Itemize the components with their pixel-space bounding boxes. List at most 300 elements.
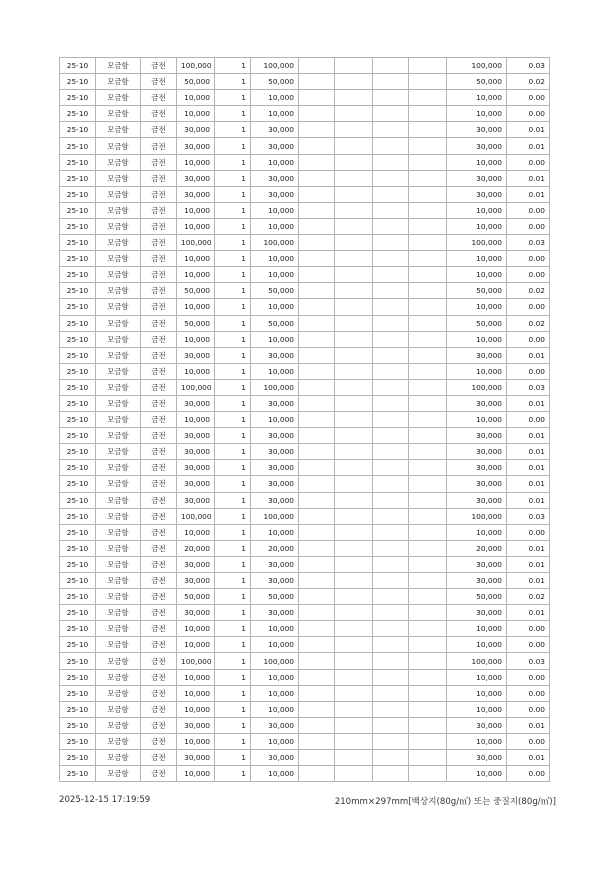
blank-cell-3 (373, 235, 409, 251)
blank-cell-3 (373, 637, 409, 653)
blank-cell-1 (299, 653, 335, 669)
total-cell: 50,000 (447, 315, 507, 331)
unit-amount-cell: 10,000 (177, 637, 215, 653)
ratio-cell: 0.01 (507, 492, 550, 508)
unit-amount-cell: 30,000 (177, 717, 215, 733)
type-cell: 금전 (141, 540, 177, 556)
blank-cell-4 (409, 106, 447, 122)
period-cell: 25-10 (60, 202, 96, 218)
type-cell: 금전 (141, 444, 177, 460)
blank-cell-4 (409, 524, 447, 540)
blank-cell-4 (409, 315, 447, 331)
type-cell: 금전 (141, 218, 177, 234)
quantity-cell: 1 (215, 540, 251, 556)
blank-cell-4 (409, 717, 447, 733)
blank-cell-2 (335, 750, 373, 766)
blank-cell-2 (335, 685, 373, 701)
source-cell: 모금함 (96, 492, 141, 508)
blank-cell-2 (335, 653, 373, 669)
amount-cell: 30,000 (251, 444, 299, 460)
blank-cell-2 (335, 412, 373, 428)
period-cell: 25-10 (60, 58, 96, 74)
ratio-cell: 0.01 (507, 444, 550, 460)
paper-specification: 210mm×297mm[백상지(80g/㎡) 또는 중질지(80g/㎡)] (334, 797, 556, 807)
unit-amount-cell: 30,000 (177, 460, 215, 476)
blank-cell-1 (299, 717, 335, 733)
type-cell: 금전 (141, 733, 177, 749)
total-cell: 10,000 (447, 701, 507, 717)
blank-cell-1 (299, 395, 335, 411)
amount-cell: 10,000 (251, 685, 299, 701)
quantity-cell: 1 (215, 138, 251, 154)
quantity-cell: 1 (215, 621, 251, 637)
table-row (60, 379, 550, 395)
ledger-body (60, 58, 550, 782)
table-row (60, 251, 550, 267)
type-cell: 금전 (141, 476, 177, 492)
blank-cell-4 (409, 669, 447, 685)
table-row (60, 90, 550, 106)
blank-cell-1 (299, 621, 335, 637)
table-row (60, 653, 550, 669)
total-cell: 30,000 (447, 476, 507, 492)
period-cell: 25-10 (60, 395, 96, 411)
type-cell: 금전 (141, 766, 177, 782)
amount-cell: 30,000 (251, 170, 299, 186)
period-cell: 25-10 (60, 154, 96, 170)
blank-cell-2 (335, 138, 373, 154)
ratio-cell: 0.00 (507, 154, 550, 170)
ratio-cell: 0.01 (507, 717, 550, 733)
blank-cell-4 (409, 202, 447, 218)
type-cell: 금전 (141, 701, 177, 717)
amount-cell: 50,000 (251, 315, 299, 331)
table-row (60, 556, 550, 572)
blank-cell-3 (373, 653, 409, 669)
table-row (60, 750, 550, 766)
source-cell: 모금함 (96, 90, 141, 106)
blank-cell-4 (409, 154, 447, 170)
ratio-cell: 0.02 (507, 283, 550, 299)
quantity-cell: 1 (215, 267, 251, 283)
ratio-cell: 0.03 (507, 508, 550, 524)
source-cell: 모금함 (96, 540, 141, 556)
quantity-cell: 1 (215, 412, 251, 428)
unit-amount-cell: 50,000 (177, 283, 215, 299)
blank-cell-2 (335, 733, 373, 749)
quantity-cell: 1 (215, 106, 251, 122)
source-cell: 모금함 (96, 428, 141, 444)
total-cell: 10,000 (447, 251, 507, 267)
total-cell: 30,000 (447, 556, 507, 572)
table-row (60, 460, 550, 476)
blank-cell-4 (409, 766, 447, 782)
print-timestamp: 2025-12-15 17:19:59 (59, 795, 151, 805)
table-row (60, 685, 550, 701)
quantity-cell: 1 (215, 701, 251, 717)
ratio-cell: 0.03 (507, 653, 550, 669)
blank-cell-4 (409, 733, 447, 749)
blank-cell-1 (299, 218, 335, 234)
unit-amount-cell: 10,000 (177, 363, 215, 379)
period-cell: 25-10 (60, 170, 96, 186)
total-cell: 30,000 (447, 170, 507, 186)
type-cell: 금전 (141, 122, 177, 138)
type-cell: 금전 (141, 299, 177, 315)
blank-cell-3 (373, 556, 409, 572)
blank-cell-1 (299, 589, 335, 605)
total-cell: 30,000 (447, 573, 507, 589)
blank-cell-4 (409, 685, 447, 701)
amount-cell: 30,000 (251, 605, 299, 621)
blank-cell-1 (299, 58, 335, 74)
ratio-cell: 0.00 (507, 637, 550, 653)
quantity-cell: 1 (215, 379, 251, 395)
source-cell: 모금함 (96, 202, 141, 218)
table-row (60, 573, 550, 589)
table-row (60, 58, 550, 74)
period-cell: 25-10 (60, 363, 96, 379)
type-cell: 금전 (141, 347, 177, 363)
period-cell: 25-10 (60, 106, 96, 122)
ratio-cell: 0.00 (507, 412, 550, 428)
blank-cell-4 (409, 122, 447, 138)
amount-cell: 50,000 (251, 74, 299, 90)
amount-cell: 10,000 (251, 202, 299, 218)
blank-cell-3 (373, 476, 409, 492)
unit-amount-cell: 10,000 (177, 701, 215, 717)
blank-cell-3 (373, 170, 409, 186)
blank-cell-1 (299, 154, 335, 170)
blank-cell-4 (409, 74, 447, 90)
blank-cell-4 (409, 556, 447, 572)
period-cell: 25-10 (60, 299, 96, 315)
amount-cell: 100,000 (251, 379, 299, 395)
source-cell: 모금함 (96, 685, 141, 701)
blank-cell-3 (373, 122, 409, 138)
unit-amount-cell: 30,000 (177, 170, 215, 186)
period-cell: 25-10 (60, 315, 96, 331)
blank-cell-3 (373, 363, 409, 379)
period-cell: 25-10 (60, 331, 96, 347)
unit-amount-cell: 10,000 (177, 154, 215, 170)
total-cell: 100,000 (447, 235, 507, 251)
ratio-cell: 0.01 (507, 605, 550, 621)
source-cell: 모금함 (96, 106, 141, 122)
total-cell: 30,000 (447, 605, 507, 621)
amount-cell: 10,000 (251, 154, 299, 170)
table-row (60, 412, 550, 428)
type-cell: 금전 (141, 379, 177, 395)
table-row (60, 267, 550, 283)
total-cell: 30,000 (447, 444, 507, 460)
total-cell: 10,000 (447, 218, 507, 234)
period-cell: 25-10 (60, 218, 96, 234)
total-cell: 10,000 (447, 766, 507, 782)
blank-cell-3 (373, 428, 409, 444)
table-row (60, 476, 550, 492)
table-row (60, 122, 550, 138)
table-row (60, 444, 550, 460)
type-cell: 금전 (141, 363, 177, 379)
table-row (60, 540, 550, 556)
unit-amount-cell: 10,000 (177, 733, 215, 749)
table-row (60, 202, 550, 218)
amount-cell: 100,000 (251, 58, 299, 74)
amount-cell: 30,000 (251, 428, 299, 444)
total-cell: 10,000 (447, 669, 507, 685)
blank-cell-2 (335, 492, 373, 508)
period-cell: 25-10 (60, 460, 96, 476)
source-cell: 모금함 (96, 556, 141, 572)
amount-cell: 30,000 (251, 122, 299, 138)
type-cell: 금전 (141, 524, 177, 540)
blank-cell-1 (299, 299, 335, 315)
type-cell: 금전 (141, 637, 177, 653)
unit-amount-cell: 30,000 (177, 750, 215, 766)
type-cell: 금전 (141, 508, 177, 524)
source-cell: 모금함 (96, 267, 141, 283)
table-row (60, 347, 550, 363)
quantity-cell: 1 (215, 395, 251, 411)
type-cell: 금전 (141, 669, 177, 685)
quantity-cell: 1 (215, 170, 251, 186)
blank-cell-4 (409, 170, 447, 186)
unit-amount-cell: 10,000 (177, 669, 215, 685)
blank-cell-2 (335, 395, 373, 411)
ratio-cell: 0.01 (507, 186, 550, 202)
blank-cell-3 (373, 717, 409, 733)
table-row (60, 170, 550, 186)
blank-cell-2 (335, 444, 373, 460)
table-row (60, 186, 550, 202)
quantity-cell: 1 (215, 685, 251, 701)
blank-cell-3 (373, 379, 409, 395)
source-cell: 모금함 (96, 74, 141, 90)
ratio-cell: 0.00 (507, 733, 550, 749)
blank-cell-2 (335, 637, 373, 653)
quantity-cell: 1 (215, 766, 251, 782)
blank-cell-3 (373, 412, 409, 428)
total-cell: 10,000 (447, 637, 507, 653)
ratio-cell: 0.01 (507, 573, 550, 589)
blank-cell-1 (299, 122, 335, 138)
unit-amount-cell: 30,000 (177, 573, 215, 589)
blank-cell-3 (373, 508, 409, 524)
table-row (60, 524, 550, 540)
ratio-cell: 0.00 (507, 669, 550, 685)
quantity-cell: 1 (215, 315, 251, 331)
table-row (60, 283, 550, 299)
unit-amount-cell: 10,000 (177, 90, 215, 106)
quantity-cell: 1 (215, 299, 251, 315)
table-row (60, 428, 550, 444)
blank-cell-3 (373, 267, 409, 283)
blank-cell-4 (409, 251, 447, 267)
blank-cell-1 (299, 106, 335, 122)
blank-cell-4 (409, 186, 447, 202)
ratio-cell: 0.00 (507, 251, 550, 267)
blank-cell-1 (299, 251, 335, 267)
blank-cell-2 (335, 556, 373, 572)
type-cell: 금전 (141, 685, 177, 701)
period-cell: 25-10 (60, 267, 96, 283)
blank-cell-3 (373, 331, 409, 347)
source-cell: 모금함 (96, 460, 141, 476)
quantity-cell: 1 (215, 750, 251, 766)
blank-cell-3 (373, 589, 409, 605)
source-cell: 모금함 (96, 331, 141, 347)
total-cell: 100,000 (447, 508, 507, 524)
table-row (60, 492, 550, 508)
ratio-cell: 0.01 (507, 395, 550, 411)
ratio-cell: 0.00 (507, 621, 550, 637)
table-row (60, 605, 550, 621)
source-cell: 모금함 (96, 186, 141, 202)
ratio-cell: 0.00 (507, 331, 550, 347)
quantity-cell: 1 (215, 669, 251, 685)
quantity-cell: 1 (215, 331, 251, 347)
blank-cell-1 (299, 508, 335, 524)
quantity-cell: 1 (215, 74, 251, 90)
unit-amount-cell: 10,000 (177, 106, 215, 122)
unit-amount-cell: 10,000 (177, 766, 215, 782)
total-cell: 100,000 (447, 379, 507, 395)
amount-cell: 30,000 (251, 186, 299, 202)
source-cell: 모금함 (96, 395, 141, 411)
amount-cell: 10,000 (251, 218, 299, 234)
source-cell: 모금함 (96, 573, 141, 589)
blank-cell-2 (335, 766, 373, 782)
blank-cell-2 (335, 315, 373, 331)
blank-cell-3 (373, 58, 409, 74)
blank-cell-1 (299, 331, 335, 347)
blank-cell-1 (299, 315, 335, 331)
source-cell: 모금함 (96, 58, 141, 74)
blank-cell-3 (373, 347, 409, 363)
blank-cell-3 (373, 202, 409, 218)
quantity-cell: 1 (215, 154, 251, 170)
unit-amount-cell: 10,000 (177, 251, 215, 267)
ratio-cell: 0.00 (507, 685, 550, 701)
source-cell: 모금함 (96, 508, 141, 524)
amount-cell: 10,000 (251, 90, 299, 106)
period-cell: 25-10 (60, 621, 96, 637)
blank-cell-2 (335, 283, 373, 299)
blank-cell-2 (335, 186, 373, 202)
period-cell: 25-10 (60, 428, 96, 444)
blank-cell-1 (299, 267, 335, 283)
blank-cell-3 (373, 315, 409, 331)
blank-cell-4 (409, 395, 447, 411)
type-cell: 금전 (141, 154, 177, 170)
total-cell: 50,000 (447, 283, 507, 299)
blank-cell-2 (335, 428, 373, 444)
blank-cell-4 (409, 138, 447, 154)
table-row (60, 717, 550, 733)
blank-cell-3 (373, 90, 409, 106)
period-cell: 25-10 (60, 379, 96, 395)
blank-cell-2 (335, 202, 373, 218)
blank-cell-2 (335, 170, 373, 186)
blank-cell-4 (409, 460, 447, 476)
blank-cell-4 (409, 347, 447, 363)
source-cell: 모금함 (96, 363, 141, 379)
blank-cell-1 (299, 524, 335, 540)
blank-cell-2 (335, 299, 373, 315)
blank-cell-1 (299, 701, 335, 717)
blank-cell-2 (335, 106, 373, 122)
amount-cell: 30,000 (251, 717, 299, 733)
blank-cell-3 (373, 766, 409, 782)
type-cell: 금전 (141, 621, 177, 637)
type-cell: 금전 (141, 556, 177, 572)
unit-amount-cell: 30,000 (177, 395, 215, 411)
amount-cell: 10,000 (251, 363, 299, 379)
blank-cell-3 (373, 218, 409, 234)
ratio-cell: 0.01 (507, 476, 550, 492)
type-cell: 금전 (141, 750, 177, 766)
ratio-cell: 0.03 (507, 58, 550, 74)
source-cell: 모금함 (96, 299, 141, 315)
type-cell: 금전 (141, 251, 177, 267)
blank-cell-4 (409, 283, 447, 299)
type-cell: 금전 (141, 460, 177, 476)
blank-cell-1 (299, 637, 335, 653)
table-row (60, 508, 550, 524)
total-cell: 10,000 (447, 733, 507, 749)
donation-ledger-table (59, 57, 550, 782)
blank-cell-4 (409, 637, 447, 653)
amount-cell: 10,000 (251, 251, 299, 267)
blank-cell-3 (373, 540, 409, 556)
ratio-cell: 0.01 (507, 540, 550, 556)
blank-cell-1 (299, 556, 335, 572)
amount-cell: 10,000 (251, 621, 299, 637)
amount-cell: 30,000 (251, 138, 299, 154)
source-cell: 모금함 (96, 669, 141, 685)
type-cell: 금전 (141, 58, 177, 74)
amount-cell: 10,000 (251, 267, 299, 283)
blank-cell-1 (299, 476, 335, 492)
unit-amount-cell: 10,000 (177, 621, 215, 637)
type-cell: 금전 (141, 492, 177, 508)
amount-cell: 50,000 (251, 589, 299, 605)
total-cell: 30,000 (447, 717, 507, 733)
blank-cell-1 (299, 573, 335, 589)
blank-cell-2 (335, 74, 373, 90)
blank-cell-2 (335, 90, 373, 106)
total-cell: 10,000 (447, 412, 507, 428)
quantity-cell: 1 (215, 508, 251, 524)
source-cell: 모금함 (96, 412, 141, 428)
amount-cell: 10,000 (251, 733, 299, 749)
blank-cell-3 (373, 605, 409, 621)
total-cell: 10,000 (447, 331, 507, 347)
table-row (60, 363, 550, 379)
amount-cell: 30,000 (251, 395, 299, 411)
unit-amount-cell: 10,000 (177, 299, 215, 315)
blank-cell-3 (373, 283, 409, 299)
blank-cell-4 (409, 379, 447, 395)
blank-cell-4 (409, 90, 447, 106)
unit-amount-cell: 30,000 (177, 492, 215, 508)
blank-cell-2 (335, 524, 373, 540)
ratio-cell: 0.00 (507, 701, 550, 717)
blank-cell-1 (299, 669, 335, 685)
ratio-cell: 0.00 (507, 90, 550, 106)
unit-amount-cell: 100,000 (177, 508, 215, 524)
